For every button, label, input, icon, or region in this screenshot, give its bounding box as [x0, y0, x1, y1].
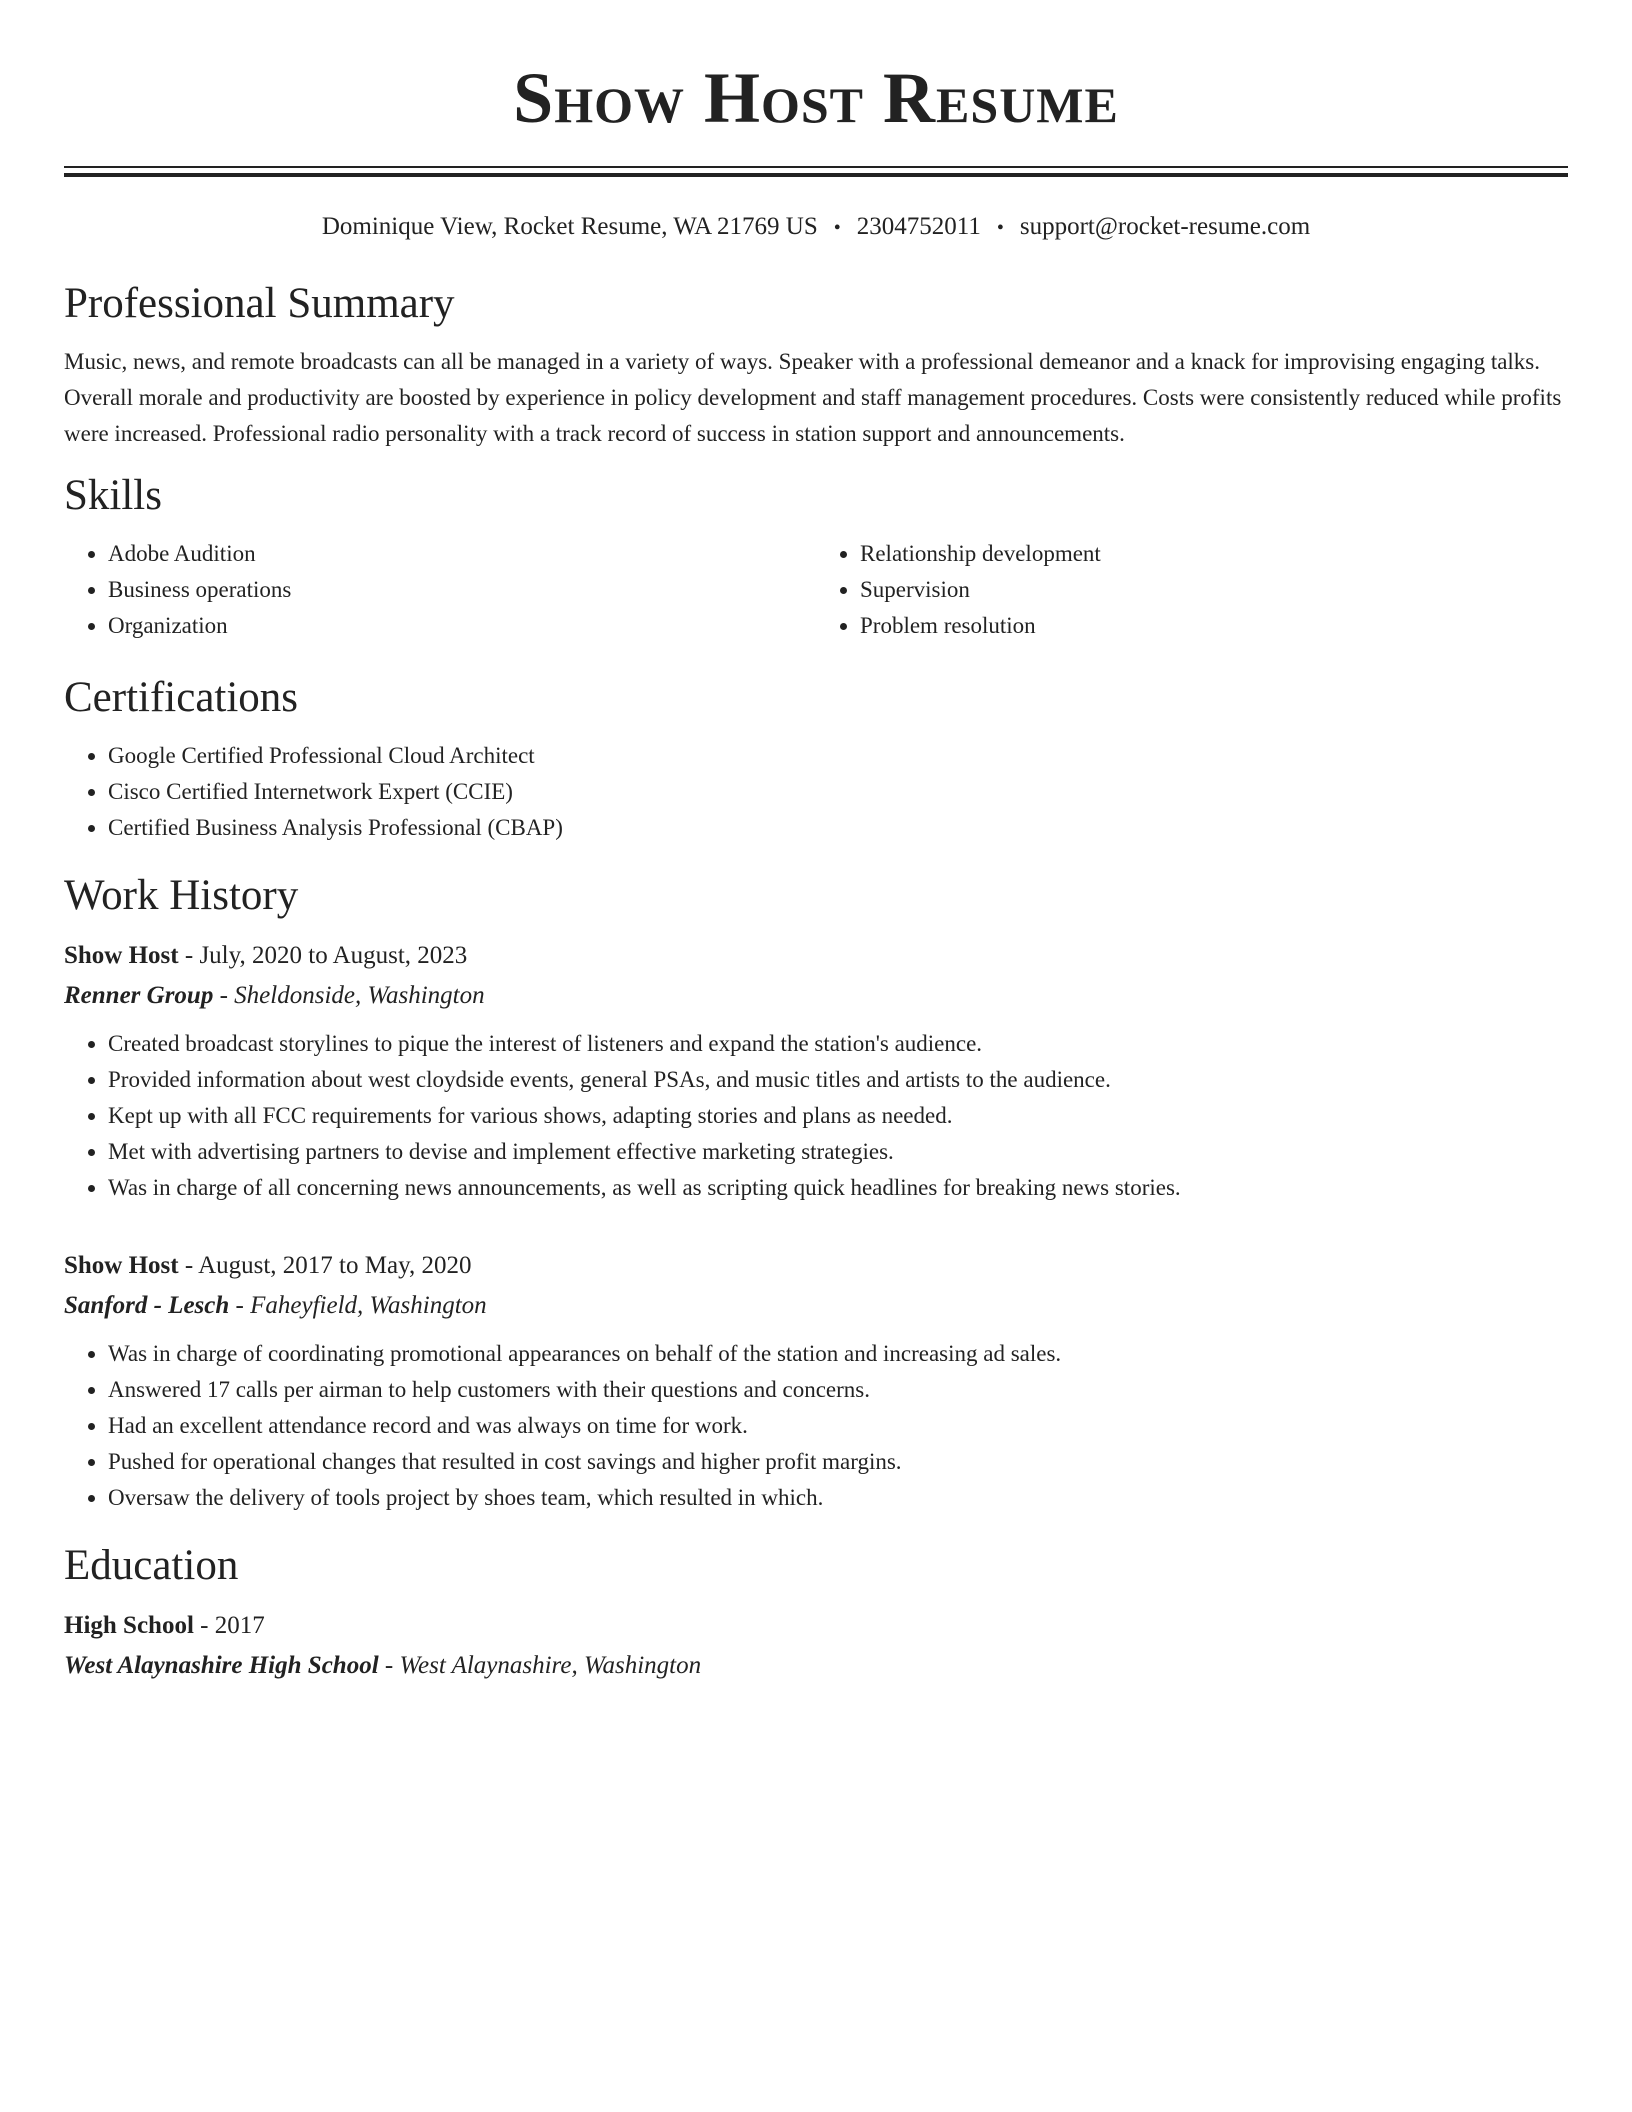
- work-history-section: [64, 870, 1568, 1516]
- certifications-list: [64, 738, 1568, 846]
- job-duty-item: • Created broadcast storylines to pique the interest of listeners and expand the station's audience.: [108, 1026, 1568, 1062]
- certification-item: • Certified Business Analysis Professional (CBAP): [108, 810, 1568, 846]
- title-divider: [64, 166, 1568, 177]
- job-entry: [64, 936, 1568, 1206]
- contact-line: [64, 211, 1568, 244]
- certifications-section: [64, 672, 1568, 846]
- job-title: Show Host: [64, 1252, 179, 1279]
- education-heading: Education: [64, 1542, 239, 1589]
- job-employer: [64, 1286, 1568, 1326]
- contact-phone: 2304752011: [856, 213, 981, 240]
- job-duties-list: [64, 1336, 1568, 1516]
- job-header: [64, 1246, 1568, 1286]
- education-school-line: [64, 1646, 1568, 1686]
- job-entry: [64, 1246, 1568, 1516]
- job-duty-item: • Kept up with all FCC requirements for various shows, adapting stories and plans as needed.: [108, 1098, 1568, 1134]
- skill-item: • Supervision: [860, 572, 1568, 608]
- resume-title: Show Host Resume: [513, 58, 1119, 138]
- company-name: Sanford - Lesch: [64, 1292, 230, 1319]
- job-duty-item: • Had an excellent attendance record and was always on time for work.: [108, 1408, 1568, 1444]
- education-header: [64, 1606, 1568, 1646]
- contact-separator: •: [996, 217, 1004, 239]
- job-duty-item: • Pushed for operational changes that resulted in cost savings and higher profit margins.: [108, 1444, 1568, 1480]
- summary-text: Music, news, and remote broadcasts can all be managed in a variety of ways. Speaker with a professional demeanor and a knack for improvising engaging talks. Overall morale and productivity are boosted by experience in policy development and staff management procedures. Costs were consistently reduced while profits were increased. Professional radio personality with a track record of success in station support and announcements.: [64, 349, 1562, 446]
- job-duties-list: [64, 1026, 1568, 1206]
- skill-item: • Organization: [108, 608, 816, 644]
- company-location: - Sheldonside, Washington: [219, 982, 485, 1009]
- certification-item: • Cisco Certified Internetwork Expert (CCIE): [108, 774, 1568, 810]
- education-entry: [64, 1606, 1568, 1686]
- summary-heading: Professional Summary: [64, 280, 455, 327]
- job-title: Show Host: [64, 942, 179, 969]
- skill-item: • Adobe Audition: [108, 536, 816, 572]
- skill-item: • Problem resolution: [860, 608, 1568, 644]
- school-location: - West Alaynashire, Washington: [384, 1652, 702, 1679]
- skills-heading: Skills: [64, 472, 162, 519]
- summary-section: [64, 278, 1568, 452]
- job-duty-item: • Was in charge of coordinating promotional appearances on behalf of the station and increasing ad sales.: [108, 1336, 1568, 1372]
- job-duty-item: • Was in charge of all concerning news announcements, as well as scripting quick headlines for breaking news stories.: [108, 1170, 1568, 1206]
- contact-email: support@rocket-resume.com: [1019, 213, 1311, 240]
- contact-address: Dominique View, Rocket Resume, WA 21769 US: [321, 213, 818, 240]
- skills-left-list: [64, 536, 816, 644]
- job-duty-item: • Answered 17 calls per airman to help customers with their questions and concerns.: [108, 1372, 1568, 1408]
- skills-section: [64, 470, 1568, 644]
- school-name: West Alaynashire High School: [64, 1652, 379, 1679]
- certification-item: • Google Certified Professional Cloud Architect: [108, 738, 1568, 774]
- job-employer: [64, 976, 1568, 1016]
- skills-columns: [64, 536, 1568, 644]
- education-section: [64, 1540, 1568, 1686]
- skill-item: • Business operations: [108, 572, 816, 608]
- job-duty-item: • Met with advertising partners to devise and implement effective marketing strategies.: [108, 1134, 1568, 1170]
- job-duty-item: • Provided information about west cloydside events, general PSAs, and music titles and artists to the audience.: [108, 1062, 1568, 1098]
- company-name: Renner Group: [64, 982, 214, 1009]
- job-duty-item: • Oversaw the delivery of tools project by shoes team, which resulted in which.: [108, 1480, 1568, 1516]
- job-header: [64, 936, 1568, 976]
- work-history-heading: Work History: [64, 872, 299, 919]
- education-degree: High School: [64, 1612, 194, 1639]
- certifications-heading: Certifications: [64, 674, 299, 721]
- job-dates: - July, 2020 to August, 2023: [184, 942, 468, 969]
- company-location: - Faheyfield, Washington: [235, 1292, 487, 1319]
- job-dates: - August, 2017 to May, 2020: [184, 1252, 472, 1279]
- skills-right-list: [816, 536, 1568, 644]
- education-year: - 2017: [200, 1612, 265, 1639]
- contact-separator: •: [833, 217, 841, 239]
- resume-page: [64, 0, 1568, 1686]
- skill-item: • Relationship development: [860, 536, 1568, 572]
